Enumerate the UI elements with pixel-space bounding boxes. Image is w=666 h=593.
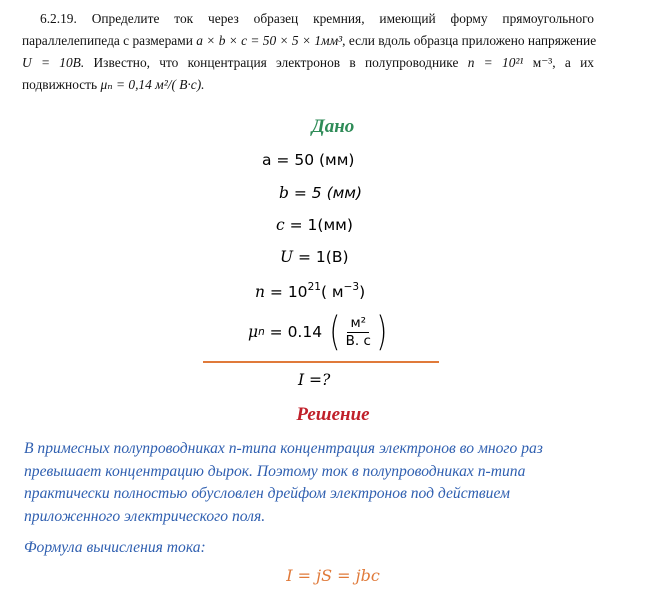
problem-line-3 bbox=[22, 52, 594, 74]
problem-text: подвижность bbox=[22, 77, 98, 92]
solution-line: практически полностью обусловлен дрейфом электронов под действием bbox=[24, 485, 510, 502]
mobility-unit-fraction: $\frac{\text{м²}}{В. с}$ bbox=[345, 314, 371, 349]
problem-text: параллелепипеда с размерами bbox=[22, 33, 193, 48]
problem-line-1: 6.2.19. Определите ток через образец кремния, имеющий форму прямоугольного bbox=[40, 11, 594, 26]
solution-heading: Решение bbox=[296, 404, 370, 425]
right-paren: ) bbox=[376, 309, 388, 355]
solution-line: приложенного электрического поля. bbox=[24, 507, 266, 525]
problem-statement bbox=[22, 8, 597, 96]
given-find: I =? bbox=[298, 371, 331, 389]
solution-line: В примесных полупроводниках n-типа концентрация электронов во много раз bbox=[24, 440, 543, 457]
given-U: U = 1(В) bbox=[280, 248, 349, 266]
mobility-formula: μₙ = 0,14 м²/( В·с). bbox=[100, 77, 205, 92]
problem-line-2 bbox=[22, 30, 597, 52]
concentration-formula: n = 10²¹ bbox=[467, 55, 524, 70]
dimensions-formula: a × b × c = 50 × 5 × 1мм³ bbox=[196, 33, 343, 48]
problem-line-4 bbox=[22, 74, 594, 96]
solution-paragraph bbox=[24, 438, 644, 528]
given-heading: Дано bbox=[311, 116, 355, 137]
formula-label: Формула вычисления тока: bbox=[24, 539, 206, 556]
problem-text: м⁻³, а их bbox=[532, 55, 594, 70]
given-n: $n = 10^{21}$( $м^{-3}$) bbox=[255, 281, 366, 301]
solution-line: превышает концентрацию дырок. Поэтому ток в полупроводниках n-типа bbox=[24, 462, 526, 480]
problem-text: , если вдоль образца приложено напряжение bbox=[342, 33, 597, 48]
given-b: b = 5 (мм) bbox=[279, 184, 363, 202]
given-c: c = 1(мм) bbox=[276, 216, 353, 234]
given-a: а = 50 (мм) bbox=[262, 151, 355, 169]
given-divider bbox=[203, 361, 439, 363]
current-formula: I = jS = jbc bbox=[286, 566, 380, 585]
problem-text: Известно, что концентрация электронов в полупроводнике bbox=[93, 55, 459, 70]
voltage-formula: U = 10В. bbox=[22, 55, 85, 70]
left-paren: ( bbox=[329, 309, 341, 355]
given-mu: μ n = 0.14 ( $\frac{\text{м²}}{В. с}$ ) bbox=[248, 309, 388, 355]
